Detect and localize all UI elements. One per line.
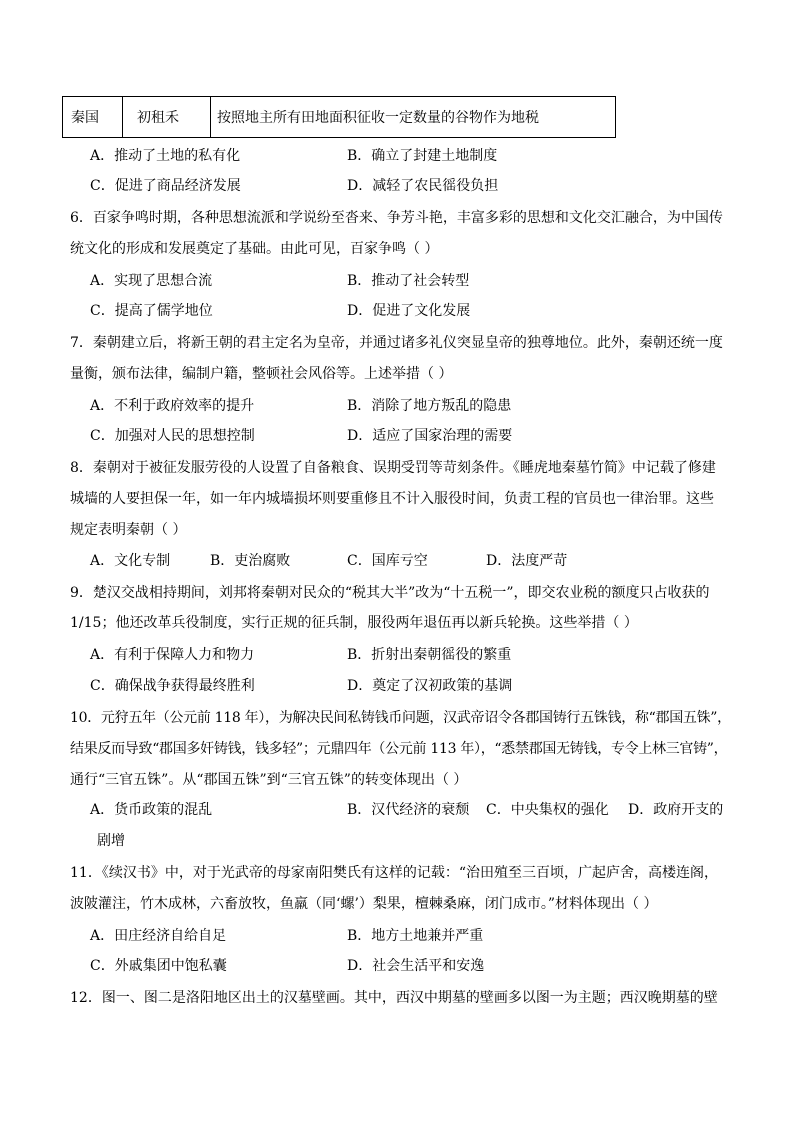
- q6-option-c: C．提高了儒学地位: [90, 303, 213, 319]
- q10-option-d: D．政府开支的: [628, 802, 724, 818]
- q8-option-a: A．文化专制: [90, 553, 171, 569]
- q5-option-c: C．促进了商品经济发展: [90, 178, 241, 194]
- q8-option-b: B．吏治腐败: [210, 553, 291, 569]
- policy-table: [62, 96, 616, 138]
- q8-option-d: D．法度严苛: [486, 553, 568, 569]
- q11-option-b: B．地方土地兼并严重: [347, 928, 484, 944]
- q10-option-a: A．货币政策的混乱: [90, 802, 213, 818]
- q5-option-b: B．确立了封建土地制度: [347, 148, 498, 164]
- q5-option-d: D．减轻了农民徭役负担: [347, 178, 499, 194]
- q7-option-c: C．加强对人民的思想控制: [90, 428, 255, 444]
- q7-option-b: B．消除了地方叛乱的隐患: [347, 398, 512, 414]
- q9-option-d: D．奠定了汉初政策的基调: [347, 678, 513, 694]
- q10-stem-line-3: 通行“三官五铢”。从“郡国五铢”到“三官五铢”的转变体现出（ ）: [70, 772, 468, 788]
- q7-option-a: A．不利于政府效率的提升: [90, 398, 255, 414]
- q6-stem-line-1: 6．百家争鸣时期，各种思想流派和学说纷至沓来、争芳斗艳，丰富多彩的思想和文化交汇融合，为中国传: [70, 210, 723, 226]
- q11-stem-line-1: 11．《续汉书》中，对于光武帝的母家南阳樊氏有这样的记载：“治田殖至三百顷，广起庐舍，高楼连阁，: [70, 865, 718, 881]
- q11-option-c: C．外戚集团中饱私囊: [90, 958, 227, 974]
- q6-stem-line-2: 统文化的形成和发展奠定了基础。由此可见，百家争鸣（ ）: [70, 241, 439, 257]
- q9-option-c: C．确保战争获得最终胜利: [90, 678, 255, 694]
- q12-stem-line-1: 12．图一、图二是洛阳地区出土的汉墓壁画。其中，西汉中期墓的壁画多以图一为主题；西汉晚期墓的壁: [70, 990, 718, 1006]
- q7-stem-line-1: 7．秦朝建立后，将新王朝的君主定名为皇帝，并通过诸多礼仪突显皇帝的独尊地位。此外，秦朝还统一度: [70, 335, 723, 351]
- q11-option-a: A．田庄经济自给自足: [90, 928, 227, 944]
- q10-option-b: B．汉代经济的衰颓: [347, 802, 470, 818]
- q5-option-a: A．推动了土地的私有化: [90, 148, 241, 164]
- q6-option-d: D．促进了文化发展: [347, 303, 471, 319]
- q8-option-c: C．国库亏空: [347, 553, 428, 569]
- q11-option-d: D．社会生活平和安逸: [347, 958, 485, 974]
- table-cell-policy: 初租禾: [123, 97, 211, 137]
- q8-stem-line-3: 规定表明秦朝（ ）: [70, 522, 187, 538]
- q9-option-a: A．有利于保障人力和物力: [90, 647, 255, 663]
- q6-option-a: A．实现了思想合流: [90, 273, 213, 289]
- q9-stem-line-2: 1/15；他还改革兵役制度，实行正规的征兵制，服役两年退伍再以新兵轮换。这些举措（ ）: [70, 615, 638, 631]
- q9-option-b: B．折射出秦朝徭役的繁重: [347, 647, 512, 663]
- table-cell-state: 秦国: [63, 97, 123, 137]
- q6-option-b: B．推动了社会转型: [347, 273, 470, 289]
- q10-option-c: C．中央集权的强化: [486, 802, 609, 818]
- table-cell-description: 按照地主所有田地面积征收一定数量的谷物作为地税: [217, 110, 539, 126]
- q9-stem-line-1: 9．楚汉交战相持期间，刘邦将秦朝对民众的“税其大半”改为“十五税一”，即交农业税的额度只占收获的: [70, 585, 710, 601]
- q8-stem-line-1: 8．秦朝对于被征发服劳役的人设置了自备粮食、误期受罚等苛刻条件。《睡虎地秦墓竹简》中记载了修建: [70, 460, 716, 476]
- q10-stem-line-2: 结果反而导致“郡国多奸铸钱，钱多轻”；元鼎四年（公元前 113 年），“悉禁郡国无铸钱，专令上林三官铸”，: [70, 741, 728, 757]
- q10-option-d-wrap: 剧增: [97, 833, 125, 849]
- q8-stem-line-2: 城墙的人要担保一年，如一年内城墙损坏则要重修且不计入服役时间，负责工程的官员也一律治罪。这些: [70, 491, 714, 507]
- q11-stem-line-2: 波陂灌注，竹木成林，六畜放牧，鱼羸（同‘螺’）梨果，檀棘桑麻，闭门成市。”材料体现出（ ）: [70, 896, 658, 912]
- q7-stem-line-2: 量衡，颁布法律，编制户籍，整顿社会风俗等。上述举措（ ）: [70, 366, 453, 382]
- q7-option-d: D．适应了国家治理的需要: [347, 428, 513, 444]
- q10-stem-line-1: 10．元狩五年（公元前 118 年），为解决民间私铸钱币问题，汉武帝诏令各郡国铸行五铢钱，称“郡国五铢”，: [70, 710, 731, 726]
